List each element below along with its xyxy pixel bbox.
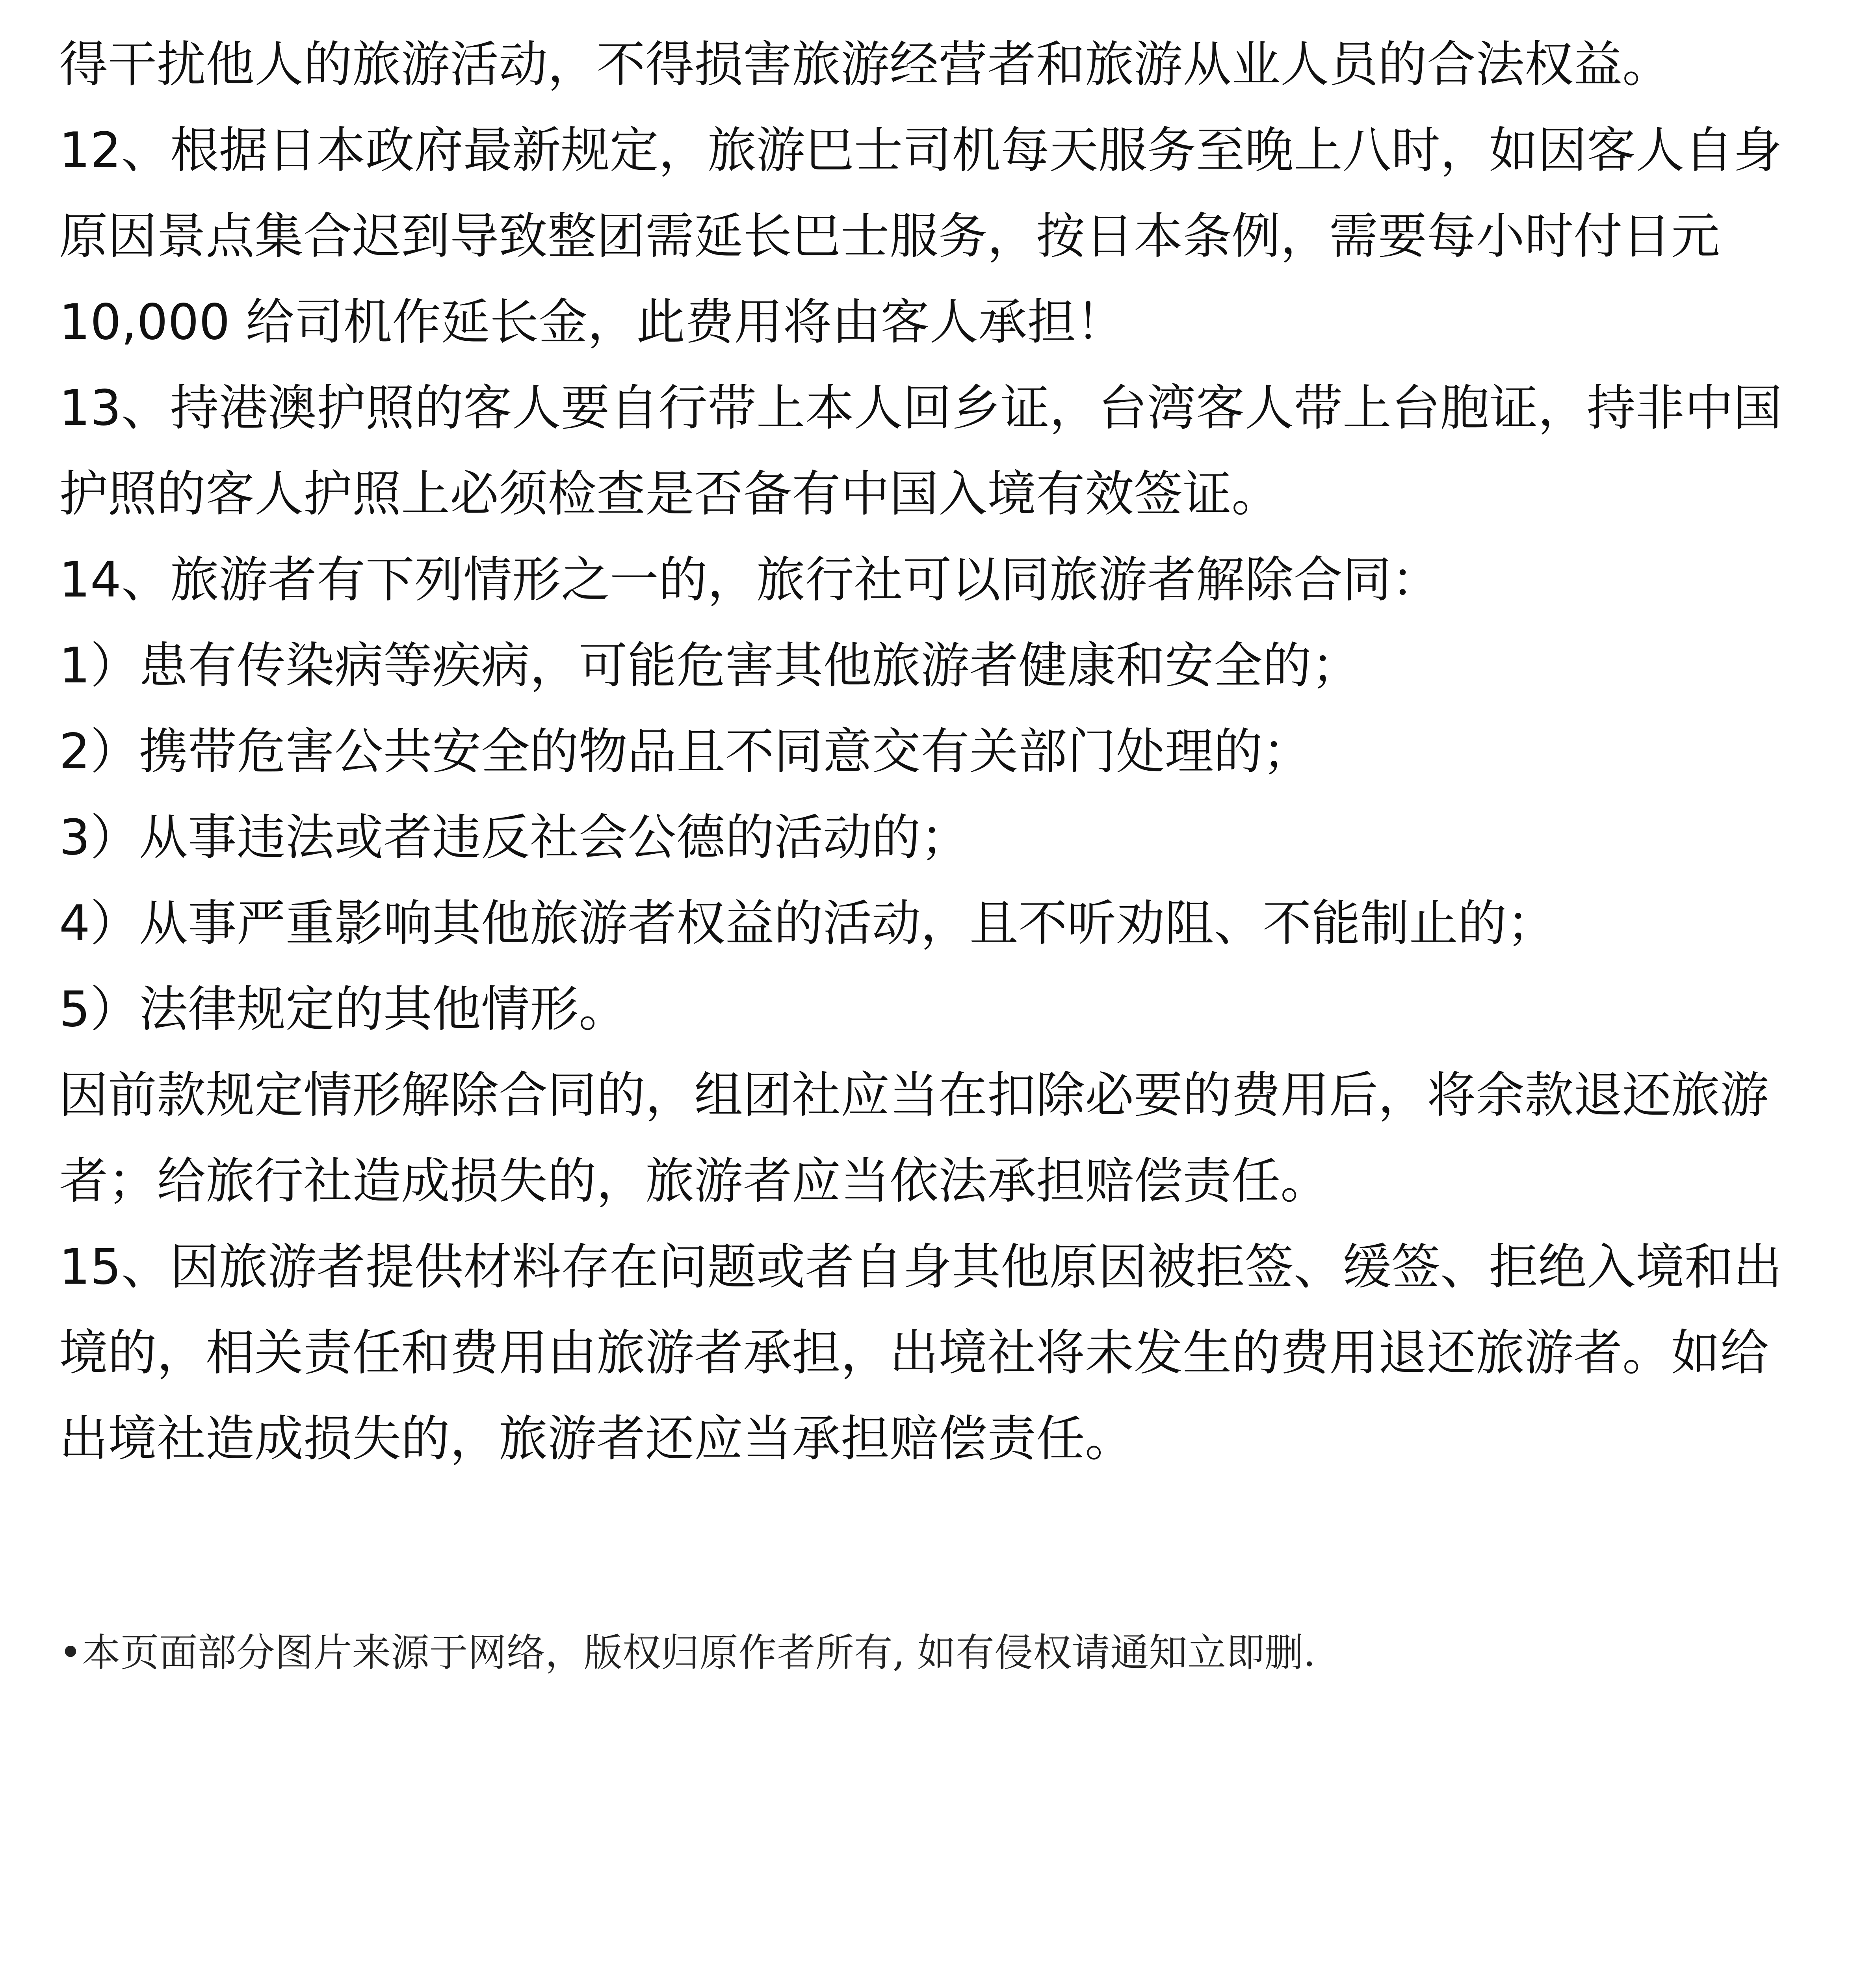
text-line: 3）从事违法或者违反社会公德的活动的； bbox=[59, 809, 970, 866]
text-line: 14、旅游者有下列情形之一的，旅行社可以同旅游者解除合同： bbox=[59, 552, 1440, 608]
text-line: 4）从事严重影响其他旅游者权益的活动，且不听劝阻、不能制止的； bbox=[59, 895, 1556, 952]
document-body bbox=[59, 22, 1820, 1482]
text-line: 12、根据日本政府最新规定，旅游巴士司机每天服务至晚上八时，如因客人自身 bbox=[59, 122, 1782, 179]
text-line: 1）患有传染病等疾病，可能危害其他旅游者健康和安全的； bbox=[59, 637, 1360, 694]
text-line: 15、因旅游者提供材料存在问题或者自身其他原因被拒签、缓签、拒绝入境和出 bbox=[59, 1239, 1782, 1295]
text-line: 护照的客人护照上必须检查是否备有中国入境有效签证。 bbox=[59, 466, 1281, 522]
text-line: 者；给旅行社造成损失的，旅游者应当依法承担赔偿责任。 bbox=[59, 1153, 1330, 1210]
text-line: 出境社造成损失的，旅游者还应当承担赔偿责任。 bbox=[59, 1411, 1134, 1467]
text-line: 境的，相关责任和费用由旅游者承担，出境社将未发生的费用退还旅游者。如给 bbox=[59, 1325, 1769, 1381]
text-line: 因前款规定情形解除合同的，组团社应当在扣除必要的费用后，将余款退还旅游 bbox=[59, 1067, 1769, 1124]
text-line: 5）法律规定的其他情形。 bbox=[59, 981, 628, 1038]
text-line: 13、持港澳护照的客人要自行带上本人回乡证，台湾客人带上台胞证，持非中国 bbox=[59, 380, 1782, 437]
text-line: 得干扰他人的旅游活动，不得损害旅游经营者和旅游从业人员的合法权益。 bbox=[59, 36, 1672, 93]
text-line: 2）携带危害公共安全的物品且不同意交有关部门处理的； bbox=[59, 723, 1311, 780]
text-line: 10,000 给司机作延长金，此费用将由客人承担！ bbox=[59, 294, 1125, 351]
footnote: •本页面部分图片来源于网络，版权归原作者所有, 如有侵权请通知立即删. bbox=[59, 1630, 1316, 1675]
text-line: 原因景点集合迟到导致整团需延长巴士服务，按日本条例，需要每小时付日元 bbox=[59, 208, 1720, 265]
